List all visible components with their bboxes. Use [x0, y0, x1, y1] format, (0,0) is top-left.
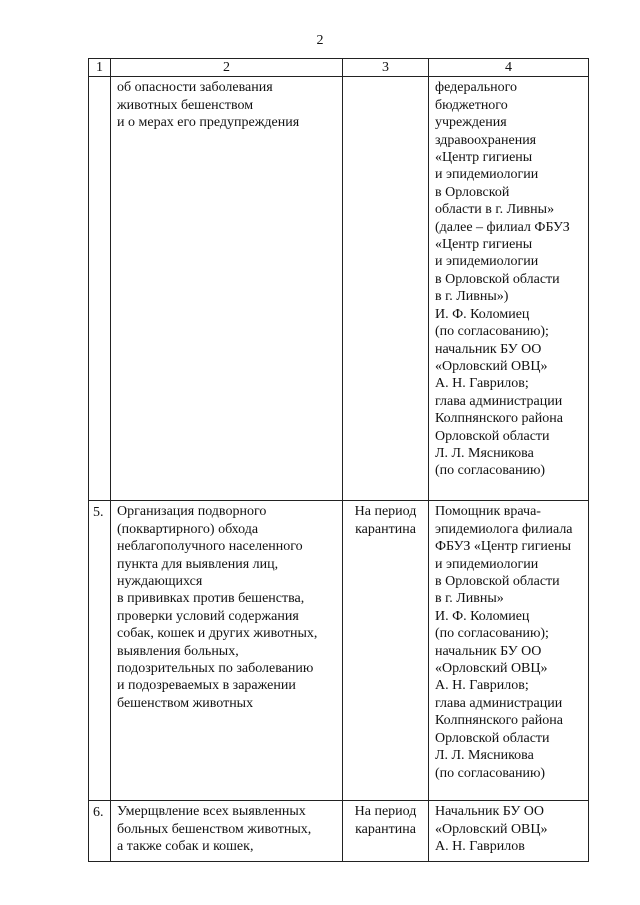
responsible-line: Орловской области	[435, 730, 550, 746]
responsible-line: «Орловский ОВЦ»	[435, 821, 548, 837]
description-line: выявления больных,	[117, 643, 239, 659]
responsible-line: и эпидемиологии	[435, 254, 539, 270]
responsible-line: начальник БУ ОО	[435, 643, 542, 659]
responsible-line: бюджетного	[435, 97, 508, 113]
responsible-line: начальник БУ ОО	[435, 341, 542, 357]
period-line: На период	[354, 504, 417, 520]
responsible-line: и эпидемиологии	[435, 556, 539, 572]
description-line: проверки условий содержания	[117, 608, 299, 624]
description-line: и о мерах его предупреждения	[117, 115, 300, 131]
responsible-line: Л. Л. Мясникова	[435, 445, 534, 461]
description-line: а также собак и кошек,	[117, 839, 254, 855]
description-line: неблагополучного населенного	[117, 539, 303, 555]
table-header-row	[89, 59, 589, 77]
description-line: (поквартирного) обхода	[117, 521, 259, 537]
measure-description	[111, 77, 343, 501]
deadline	[343, 501, 429, 801]
measures-table	[88, 58, 589, 862]
header-col-2: 2	[111, 59, 343, 77]
table-row	[89, 77, 589, 501]
responsible-line: Колпнянского района	[435, 411, 563, 427]
deadline	[343, 801, 429, 862]
responsible-line: эпидемиолога филиала	[435, 521, 573, 537]
responsible-line: Колпнянского района	[435, 713, 563, 729]
responsible-persons	[429, 501, 589, 801]
description-line: подозрительных по заболеванию	[117, 661, 314, 677]
responsible-line: (по согласованию)	[435, 463, 546, 479]
responsible-line: учреждения	[435, 115, 507, 131]
measure-description	[111, 801, 343, 862]
responsible-line: (по согласованию);	[435, 324, 549, 340]
period-line: На период	[354, 804, 417, 820]
header-col-1: 1	[89, 59, 111, 77]
header-col-4: 4	[429, 59, 589, 77]
responsible-line: (по согласованию)	[435, 765, 546, 781]
responsible-line: Начальник БУ ОО	[435, 804, 544, 820]
responsible-line: Л. Л. Мясникова	[435, 748, 534, 764]
description-line: Организация подворного	[117, 504, 267, 520]
responsible-line: Орловской области	[435, 428, 550, 444]
description-line: Умерщвление всех выявленных	[117, 804, 306, 820]
responsible-line: А. Н. Гаврилов	[435, 839, 525, 855]
responsible-line: в Орловской	[435, 184, 510, 200]
description-line: и подозреваемых в заражении	[117, 678, 296, 694]
page-number: 2	[316, 33, 324, 48]
responsible-line: И. Ф. Коломиец	[435, 608, 530, 624]
period-line: карантина	[355, 521, 416, 537]
measure-description	[111, 501, 343, 801]
responsible-line: (далее – филиал ФБУЗ	[435, 219, 570, 235]
header-col-3: 3	[343, 59, 429, 77]
table-row	[89, 801, 589, 862]
responsible-line: области в г. Ливны»	[435, 202, 555, 218]
description-line: об опасности заболевания	[117, 80, 273, 96]
responsible-line: в г. Ливны»)	[435, 289, 509, 305]
table-row	[89, 501, 589, 801]
responsible-line: в Орловской области	[435, 271, 560, 287]
responsible-line: глава администрации	[435, 393, 563, 409]
responsible-line: А. Н. Гаврилов;	[435, 678, 529, 694]
row-number: 5.	[89, 501, 111, 801]
responsible-line: «Орловский ОВЦ»	[435, 358, 548, 374]
description-line: больных бешенством животных,	[117, 821, 312, 837]
description-line: в прививках против бешенства,	[117, 591, 305, 607]
responsible-line: федерального	[435, 80, 518, 96]
responsible-line: А. Н. Гаврилов;	[435, 376, 529, 392]
responsible-line: здравоохранения	[435, 132, 537, 148]
responsible-persons	[429, 77, 589, 501]
responsible-line: глава администрации	[435, 695, 563, 711]
period-line: карантина	[355, 821, 416, 837]
responsible-line: в Орловской области	[435, 574, 560, 590]
responsible-persons	[429, 801, 589, 862]
responsible-line: «Орловский ОВЦ»	[435, 661, 548, 677]
responsible-line: (по согласованию);	[435, 626, 549, 642]
responsible-line: в г. Ливны»	[435, 591, 504, 607]
row-number	[89, 77, 111, 501]
responsible-line: «Центр гигиены	[435, 150, 533, 166]
description-line: бешенством животных	[117, 695, 254, 711]
description-line: пункта для выявления лиц,	[117, 556, 279, 572]
row-number: 6.	[89, 801, 111, 862]
description-line: нуждающихся	[117, 574, 203, 590]
responsible-line: И. Ф. Коломиец	[435, 306, 530, 322]
responsible-line: ФБУЗ «Центр гигиены	[435, 539, 572, 555]
responsible-line: и эпидемиологии	[435, 167, 539, 183]
description-line: собак, кошек и других животных,	[117, 626, 318, 642]
description-line: животных бешенством	[117, 97, 254, 113]
responsible-line: «Центр гигиены	[435, 237, 533, 253]
deadline	[343, 77, 429, 501]
responsible-line: Помощник врача-	[435, 504, 541, 520]
